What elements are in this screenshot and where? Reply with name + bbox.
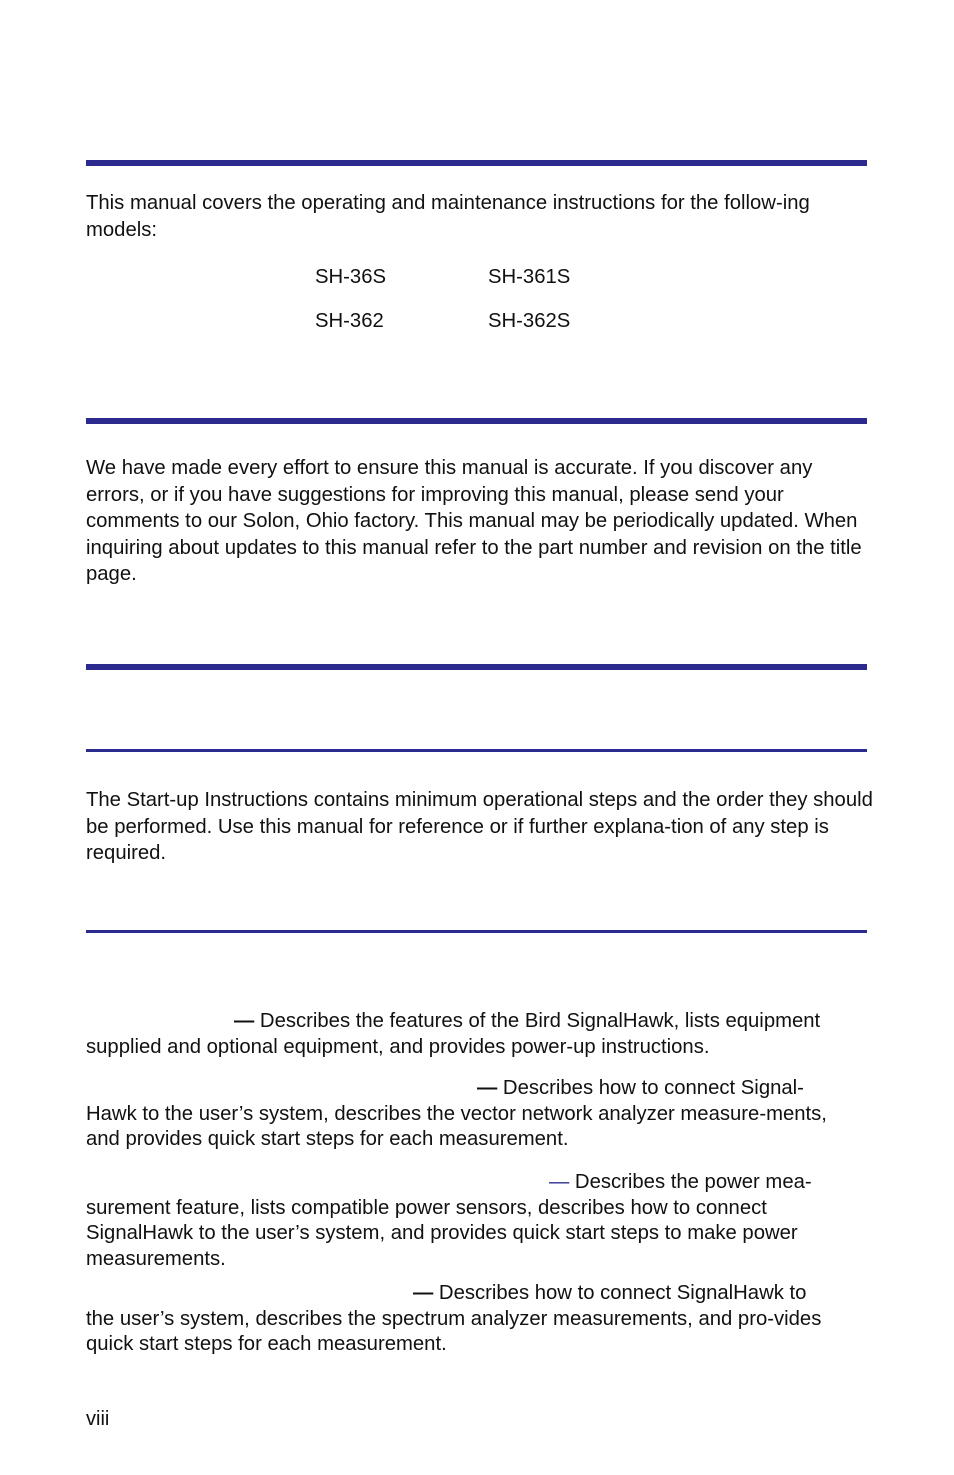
chapter-description-lead: Describes the power mea- xyxy=(574,1171,812,1193)
chapter-description xyxy=(86,1170,876,1272)
changes-paragraph: We have made every effort to ensure this manual is accurate. If you discover any errors, or if you have suggestions for improving this manual, please send your comments to our Solon, Ohio factory. This manual may be periodically updated. When inquiring about updates to this manual refer to the part number and revision on the title page. xyxy=(86,457,862,585)
model-item: SH-362S xyxy=(488,310,571,332)
model-item: SH-36S xyxy=(315,266,387,288)
section-rule-chapters xyxy=(86,930,867,933)
chapter-description xyxy=(86,1009,876,1060)
section-rule-startup xyxy=(86,749,867,752)
section-rule-chapter-layout xyxy=(86,664,867,670)
chapter-description-lead: Describes the features of the Bird SignalHawk, lists equipment xyxy=(259,1010,821,1032)
em-dash: — xyxy=(234,1010,255,1032)
section-rule-changes xyxy=(86,418,867,424)
em-dash: — xyxy=(477,1077,498,1099)
chapter-description-body: the user’s system, describes the spectrum analyzer measurements, and pro-vides quick start steps for each measurement. xyxy=(86,1307,822,1355)
startup-paragraph: The Start-up Instructions contains minimum operational steps and the order they should be performed. Use this manual for reference or if further explana-tion of any step is required. xyxy=(86,789,873,864)
chapter-description-body: supplied and optional equipment, and provides power-up instructions. xyxy=(86,1035,710,1058)
chapter-description-lead: Describes how to connect SignalHawk to xyxy=(438,1282,807,1304)
intro-paragraph: This manual covers the operating and maintenance instructions for the follow-ing models: xyxy=(86,192,810,241)
chapter-description xyxy=(86,1076,876,1153)
chapter-description xyxy=(86,1281,876,1358)
model-item: SH-361S xyxy=(488,266,571,288)
chapter-description-body: surement feature, lists compatible power sensors, describes how to connect SignalHawk to the user’s system, and provides quick start steps to make power measurements. xyxy=(86,1196,798,1270)
chapter-description-lead: Describes how to connect Signal- xyxy=(502,1077,804,1099)
em-dash: — xyxy=(413,1282,434,1304)
section-rule-models xyxy=(86,160,867,166)
chapter-description-body: Hawk to the user’s system, describes the vector network analyzer measure-ments, and provides quick start steps for each measurement. xyxy=(86,1102,827,1150)
page-number: viii xyxy=(86,1408,110,1430)
model-item: SH-362 xyxy=(315,310,384,332)
em-dash: — xyxy=(549,1171,570,1193)
